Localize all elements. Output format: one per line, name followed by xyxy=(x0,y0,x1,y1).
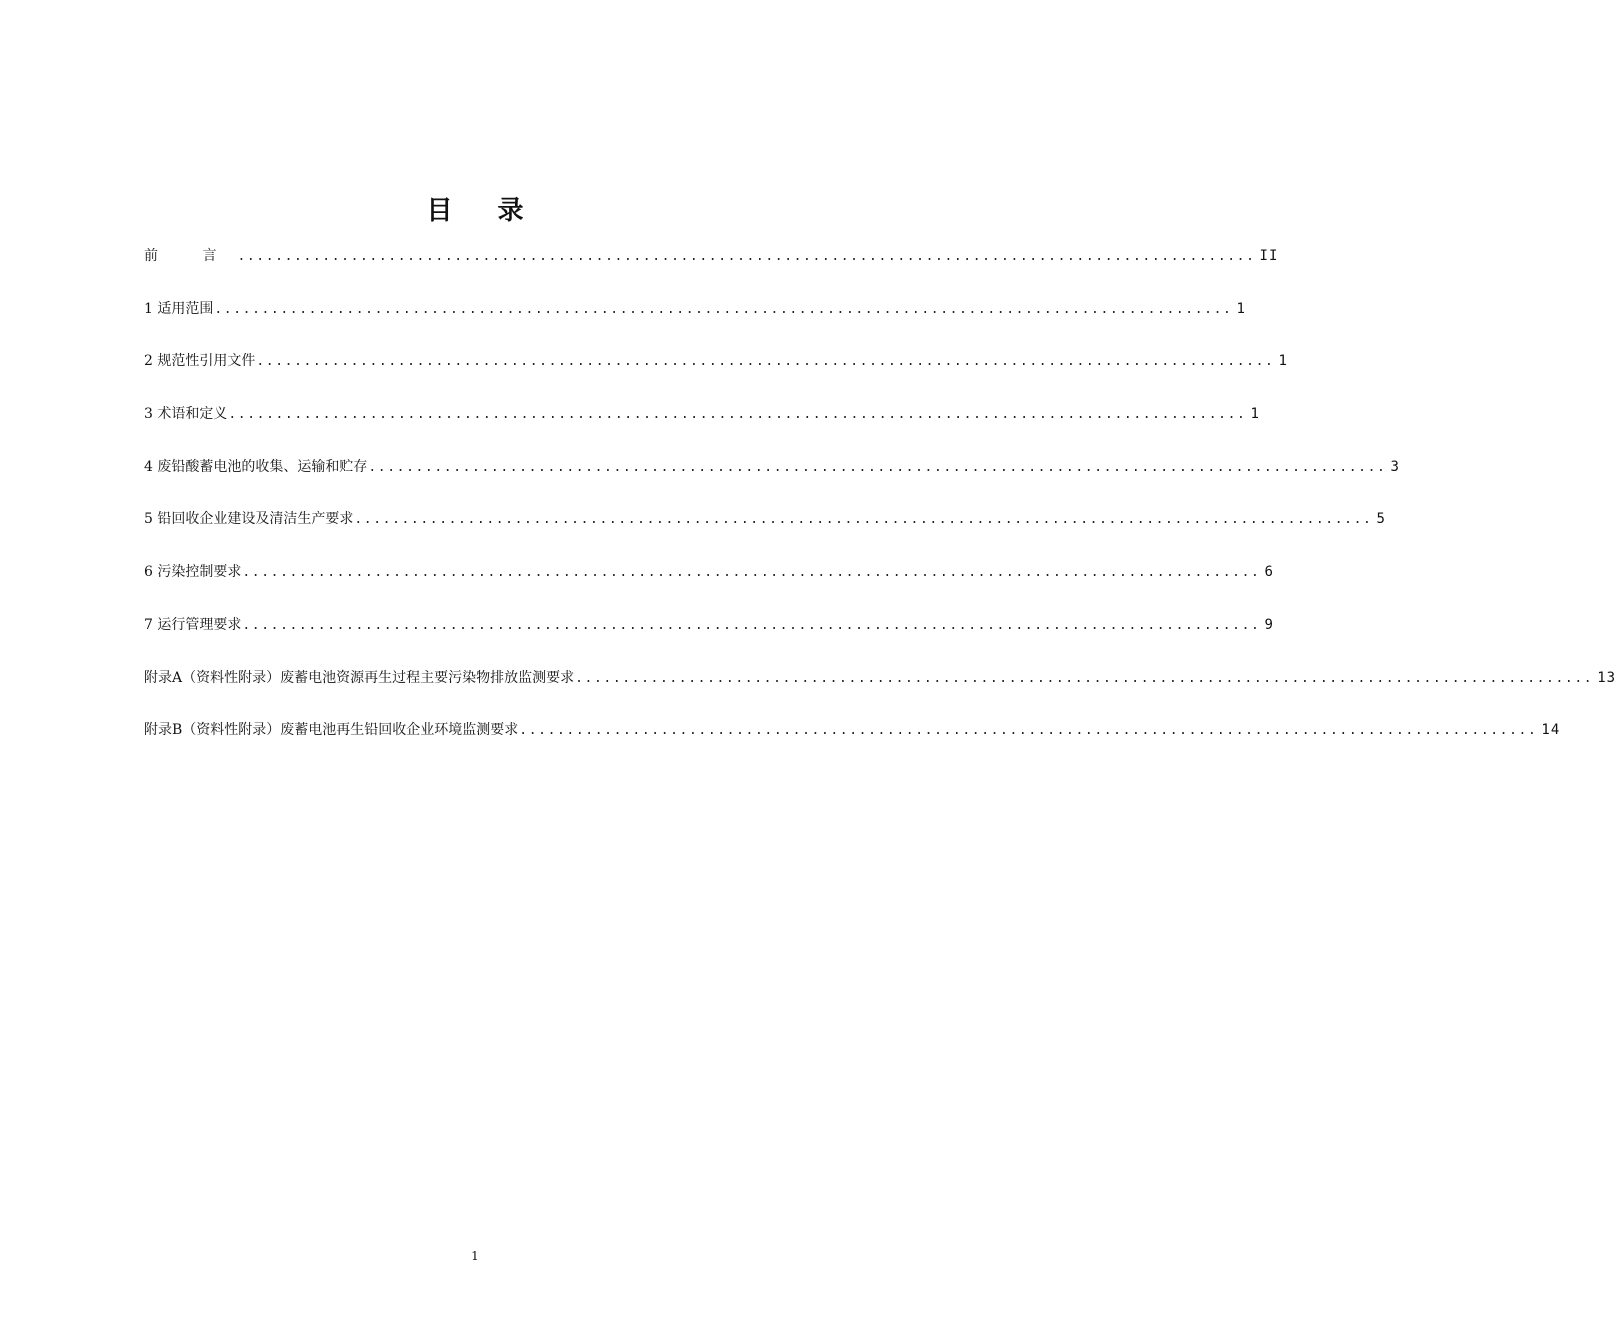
toc-entry-3[interactable] xyxy=(144,402,1260,455)
toc-entry-page: 14 xyxy=(1541,722,1561,739)
toc-entry-label: 5 铅回收企业建设及清洁生产要求 xyxy=(144,511,354,528)
toc-entry-4[interactable] xyxy=(144,455,1400,508)
toc-entry-page: 1 xyxy=(1250,406,1260,423)
dot-leader: ............................................................................................................ xyxy=(354,512,1373,528)
dot-leader: ............................................................................................................ xyxy=(256,354,1275,370)
toc-entry-page: 1 xyxy=(1236,300,1246,317)
dot-leader: ............................................................................................................ xyxy=(242,565,1261,581)
toc-title: 目 录 xyxy=(426,196,542,227)
toc-entry-1[interactable] xyxy=(144,297,1246,350)
dot-leader: ............................................................................................................ xyxy=(519,723,1538,739)
toc-entry-label: 2 规范性引用文件 xyxy=(144,353,256,370)
toc-entry-appendix-a[interactable] xyxy=(144,666,1616,719)
toc-entry-label: 4 废铅酸蓄电池的收集、运输和贮存 xyxy=(144,458,368,475)
dot-leader: ............................................................................................................ xyxy=(237,249,1256,264)
toc-entry-page: 13 xyxy=(1597,669,1616,686)
toc-entry-page: 5 xyxy=(1376,511,1386,528)
dot-leader: ............................................................................................................ xyxy=(214,301,1233,317)
toc-entry-page: II xyxy=(1259,248,1279,264)
toc-entry-label: 前 言 xyxy=(144,248,237,264)
toc-entry-label: 6 污染控制要求 xyxy=(144,564,242,581)
toc-entry-page: 3 xyxy=(1390,458,1400,475)
toc-entry-label: 附录B（资料性附录）废蓄电池再生铅回收企业环境监测要求 xyxy=(144,722,519,739)
toc-entry-label: 3 术语和定义 xyxy=(144,406,228,423)
toc-entry-5[interactable] xyxy=(144,507,1386,560)
toc-entry-foreword[interactable] xyxy=(144,244,1279,297)
toc-entry-6[interactable] xyxy=(144,560,1274,613)
toc-entry-label: 1 适用范围 xyxy=(144,300,214,317)
dot-leader: ............................................................................................................ xyxy=(368,459,1387,475)
toc-entry-page: 6 xyxy=(1264,564,1274,581)
toc-entry-page: 9 xyxy=(1264,616,1274,633)
toc-entry-2[interactable] xyxy=(144,349,1288,402)
dot-leader: ............................................................................................................ xyxy=(242,617,1261,633)
toc-entry-label: 7 运行管理要求 xyxy=(144,616,242,633)
toc-entry-7[interactable] xyxy=(144,613,1274,666)
toc-entry-label: 附录A（资料性附录）废蓄电池资源再生过程主要污染物排放监测要求 xyxy=(144,669,575,686)
toc-entry-appendix-b[interactable] xyxy=(144,718,1561,771)
toc-entry-page: 1 xyxy=(1278,353,1288,370)
dot-leader: ............................................................................................................ xyxy=(228,407,1247,423)
footer-page-number: 1 xyxy=(471,1249,479,1263)
toc-list xyxy=(144,244,1616,771)
dot-leader: ............................................................................................................ xyxy=(575,670,1594,686)
